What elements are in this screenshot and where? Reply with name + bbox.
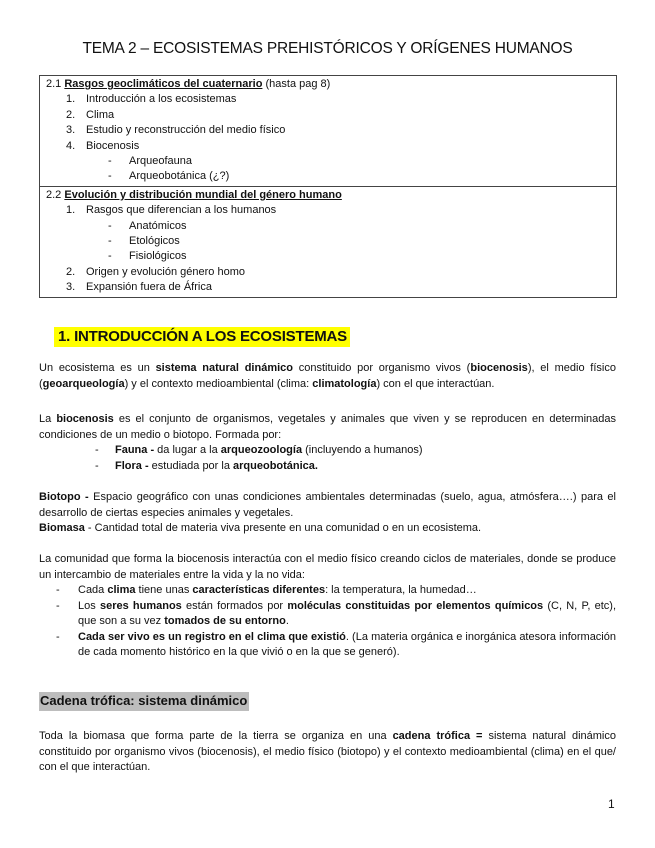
bold-term: climatología <box>312 377 377 390</box>
toc-item <box>46 123 610 138</box>
bold-term: seres humanos <box>99 599 182 612</box>
dash-bullet: - <box>56 630 60 643</box>
text-run: (incluyendo a humanos) <box>302 444 423 456</box>
text-run: Espacio geográfico con unas condiciones ambientales determinadas (suelo, agua, atmósfera….) para el desarrollo de ciertas especies animales y vegetales. <box>39 491 616 519</box>
toc-item-label: Introducción a los ecosistemas <box>86 93 237 106</box>
text-run: estudiada por la <box>148 459 234 472</box>
toc-section-heading <box>46 77 610 92</box>
text-run: Cada <box>78 584 108 596</box>
paragraph-comunidad-intro: La comunidad que forma la biocenosis interactúa con el medio físico creando ciclos de materiales, donde se produce un intercambio de materiales entre la vida y la no vida: <box>39 553 616 581</box>
toc-item-label: Clima <box>86 108 115 121</box>
toc-section-title: Evolución y distribución mundial del género humano <box>64 188 342 201</box>
dash-bullet: - <box>56 599 60 612</box>
toc-item-label: Expansión fuera de África <box>86 281 212 294</box>
text-run: da lugar a la <box>154 444 221 456</box>
bold-term: tomados de su entorno <box>164 615 286 627</box>
bold-term: sistema natural dinámico <box>155 362 293 374</box>
toc-section-number: 2.1 <box>46 78 62 90</box>
toc-item <box>46 203 610 218</box>
text-run: constituido por organismo vivos ( <box>293 362 471 374</box>
text-run: están formados por <box>181 599 288 612</box>
toc-subitem-label: Etológicos <box>129 235 180 248</box>
paragraph-biomasa-tierra <box>39 729 616 776</box>
bold-term: cadena trófica = <box>392 730 483 742</box>
list-item-text <box>78 630 616 661</box>
toc-item-number: 2. <box>66 265 76 278</box>
dash-bullet: - <box>95 459 99 472</box>
toc-section-number: 2.2 <box>46 188 62 201</box>
section-heading-introduccion: 1. INTRODUCCIÓN A LOS ECOSISTEMAS <box>54 327 350 347</box>
list-item-text <box>78 583 477 599</box>
paragraph-biocenosis <box>39 412 616 474</box>
bold-term: arqueozoología <box>220 444 303 456</box>
dash-bullet: - <box>108 235 112 248</box>
page-number: 1 <box>608 797 615 811</box>
text-run: es el conjunto de organismos, vegetales y animales que viven y se reproducen en determinadas condiciones de un medio o biotopo. Formada por: <box>39 413 616 441</box>
text-run: (C, N, P, etc), que son a su vez <box>78 599 617 627</box>
toc-item <box>46 139 610 154</box>
list-item-text <box>78 599 616 630</box>
bold-term: Fauna - <box>115 444 155 456</box>
dash-bullet: - <box>108 170 112 183</box>
bold-term: Biotopo - <box>39 491 89 503</box>
dash-bullet: - <box>108 155 112 168</box>
toc-subitem <box>46 154 610 169</box>
text-run: sistema natural dinámico constituido por organismo vivos (biocenosis), el medio físico (biotopo) y el contexto medioambiental (clima) en el que/ con el que interactúan. <box>39 730 616 773</box>
text-run: Un ecosistema es un <box>39 362 156 374</box>
bold-term: geoarqueología <box>42 377 125 390</box>
text-run: ) y el contexto medioambiental (clima: <box>124 377 313 390</box>
toc-item-number: 4. <box>66 139 76 152</box>
toc-subitem <box>46 234 610 249</box>
toc-section-note: (hasta pag 8) <box>262 78 331 90</box>
text-run: Toda la biomasa que forma parte de la tierra se organiza en una <box>39 730 393 742</box>
toc-item-number: 1. <box>66 93 76 106</box>
toc-item-number: 3. <box>66 124 76 137</box>
toc-subitem-label: Fisiológicos <box>129 250 187 263</box>
text-run: La <box>39 413 57 425</box>
toc-item-number: 2. <box>66 108 76 121</box>
paragraph-biotopo-biomasa <box>39 490 616 537</box>
toc-subitem-label: Anatómicos <box>129 219 187 232</box>
toc-item-label: Biocenosis <box>86 139 140 152</box>
list-item-clima <box>39 583 616 599</box>
bold-term: arqueobotánica. <box>233 459 318 472</box>
list-item-text <box>115 459 318 475</box>
text-run: . (La materia orgánica e inorgánica atesora información de cada momento histórico en la que vivió o en la que se generó). <box>78 630 616 658</box>
text-run: Los <box>78 599 100 612</box>
toc-item-label: Rasgos que diferencian a los humanos <box>86 204 277 217</box>
toc-item-number: 1. <box>66 204 76 217</box>
toc-section-heading <box>46 188 610 203</box>
bold-term: biocenosis <box>470 362 528 374</box>
list-item-ser-vivo <box>39 630 616 661</box>
toc-item-label: Estudio y reconstrucción del medio físico <box>86 124 286 137</box>
dash-bullet: - <box>108 219 112 232</box>
definition-biotopo <box>39 490 616 521</box>
dash-bullet: - <box>95 444 99 456</box>
toc-item <box>46 108 610 123</box>
toc-subitem-label: Arqueobotánica (¿?) <box>129 170 230 183</box>
text-run: tiene unas <box>135 584 193 596</box>
text-run: : la temperatura, la humedad… <box>325 584 477 596</box>
section-heading-cadena-trofica: Cadena trófica: sistema dinámico <box>39 692 249 711</box>
list-item-flora <box>39 459 616 475</box>
list-item-text <box>115 443 423 459</box>
text-run: ) con el que interactúan. <box>376 377 495 390</box>
bold-term: Cada ser vivo es un registro en el clima que existió <box>78 630 346 643</box>
table-of-contents <box>39 75 617 298</box>
list-item-seres-humanos <box>39 599 616 630</box>
toc-section-2-1 <box>40 76 616 186</box>
toc-item-label: Origen y evolución género homo <box>86 265 245 278</box>
dash-bullet: - <box>56 584 60 596</box>
paragraph-ecosistema <box>39 361 616 392</box>
bold-term: clima <box>107 584 136 596</box>
text-run: . <box>285 615 289 627</box>
toc-subitem-label: Arqueofauna <box>129 155 192 168</box>
text-run: - Cantidad total de materia viva presente en una comunidad o en un ecosistema. <box>84 522 482 534</box>
toc-item <box>46 265 610 280</box>
bold-term: Biomasa <box>39 522 85 534</box>
toc-subitem <box>46 169 610 184</box>
toc-section-title: Rasgos geoclimáticos del cuaternario <box>64 78 263 90</box>
bold-term: Flora - <box>115 459 149 472</box>
paragraph-biocenosis-text <box>39 412 616 443</box>
bold-term: moléculas constituidas por elementos químicos <box>287 599 544 612</box>
toc-subitem <box>46 219 610 234</box>
bold-term: características diferentes <box>192 584 326 596</box>
text-run: ), el medio físico ( <box>39 362 616 390</box>
toc-item-number: 3. <box>66 281 76 294</box>
paragraph-comunidad <box>39 552 616 661</box>
toc-item <box>46 280 610 295</box>
toc-subitem <box>46 249 610 264</box>
list-item-fauna <box>39 443 616 459</box>
dash-bullet: - <box>108 250 112 263</box>
bold-term: biocenosis <box>56 413 114 425</box>
document-title: TEMA 2 – ECOSISTEMAS PREHISTÓRICOS Y ORÍGENES HUMANOS <box>82 40 573 57</box>
toc-item <box>46 92 610 107</box>
definition-biomasa <box>39 521 616 537</box>
toc-section-2-2 <box>40 186 616 297</box>
